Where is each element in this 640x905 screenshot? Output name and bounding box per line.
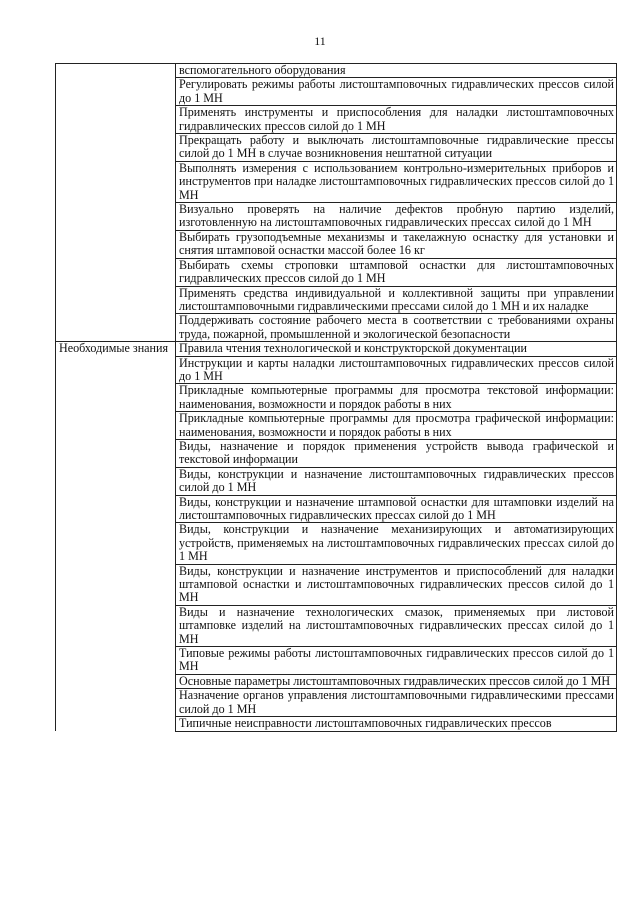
knowledge-item: Виды, конструкции и назначение штамповой оснастки для штамповки изделий на листоштамповочных гидравлических прессах силой до 1 МН — [176, 495, 617, 523]
knowledge-item: Типовые режимы работы листоштамповочных гидравлических прессов силой до 1 МН — [176, 647, 617, 675]
knowledge-item: Виды, конструкции и назначение листоштамповочных гидравлических прессов силой до 1 МН — [176, 467, 617, 495]
knowledge-item: Виды, назначение и порядок применения устройств вывода графической и текстовой информации — [176, 439, 617, 467]
knowledge-item: Инструкции и карты наладки листоштамповочных гидравлических прессов силой до 1 МН — [176, 356, 617, 384]
skills-label-cell — [56, 64, 176, 342]
knowledge-item: Виды и назначение технологических смазок, применяемых при листовой штамповке изделий на листоштамповочных гидравлических прессах силой до 1 МН — [176, 605, 617, 646]
skill-row — [56, 64, 617, 78]
knowledge-row — [56, 342, 617, 356]
knowledge-item: Прикладные компьютерные программы для просмотра графической информации: наименования, возможности и порядок работы в них — [176, 412, 617, 440]
knowledge-item: Правила чтения технологической и конструкторской документации — [176, 342, 617, 356]
page-number: 11 — [314, 34, 326, 48]
knowledge-item: Прикладные компьютерные программы для просмотра текстовой информации: наименования, возможности и порядок работы в них — [176, 384, 617, 412]
skill-item: Регулировать режимы работы листоштамповочных гидравлических прессов силой до 1 МН — [176, 78, 617, 106]
knowledge-item: Основные параметры листоштамповочных гидравлических прессов силой до 1 МН — [176, 674, 617, 688]
skill-item: Применять средства индивидуальной и коллективной защиты при управлении листоштамповочными гидравлическими прессами силой до 1 МН и их наладке — [176, 286, 617, 314]
skill-item: Выбирать схемы строповки штамповой оснастки для листоштамповочных гидравлических прессов силой до 1 МН — [176, 258, 617, 286]
skill-item: Выполнять измерения с использованием контрольно-измерительных приборов и инструментов при наладке листоштамповочных гидравлических прессов силой до 1 МН — [176, 161, 617, 202]
knowledge-item: Виды, конструкции и назначение инструментов и приспособлений для наладки штамповой оснастки и листоштамповочных гидравлических прессов силой до 1 МН — [176, 564, 617, 605]
skill-item: Прекращать работу и выключать листоштамповочные гидравлические прессы силой до 1 МН в случае возникновения нештатной ситуации — [176, 134, 617, 162]
knowledge-item: Виды, конструкции и назначение механизирующих и автоматизирующих устройств, применяемых на листоштамповочных гидравлических прессах силой до 1 МН — [176, 523, 617, 564]
requirements-table — [55, 63, 617, 732]
knowledge-item: Типичные неисправности листоштамповочных гидравлических прессов — [176, 717, 617, 731]
knowledge-item: Назначение органов управления листоштамповочными гидравлическими прессами силой до 1 МН — [176, 689, 617, 717]
skill-item: Выбирать грузоподъемные механизмы и такелажную оснастку для установки и снятия штамповой оснастки массой более 16 кг — [176, 230, 617, 258]
skill-item: Поддерживать состояние рабочего места в соответствии с требованиями охраны труда, пожарной, промышленной и экологической безопасности — [176, 314, 617, 342]
skill-item: Применять инструменты и приспособления для наладки листоштамповочных гидравлических прессов силой до 1 МН — [176, 106, 617, 134]
skill-item: Визуально проверять на наличие дефектов пробную партию изделий, изготовленную на листоштамповочных гидравлических прессах силой до 1 МН — [176, 203, 617, 231]
knowledge-label: Необходимые знания — [59, 341, 169, 356]
skill-item: вспомогательного оборудования — [176, 64, 617, 78]
knowledge-label-cell — [56, 342, 176, 731]
